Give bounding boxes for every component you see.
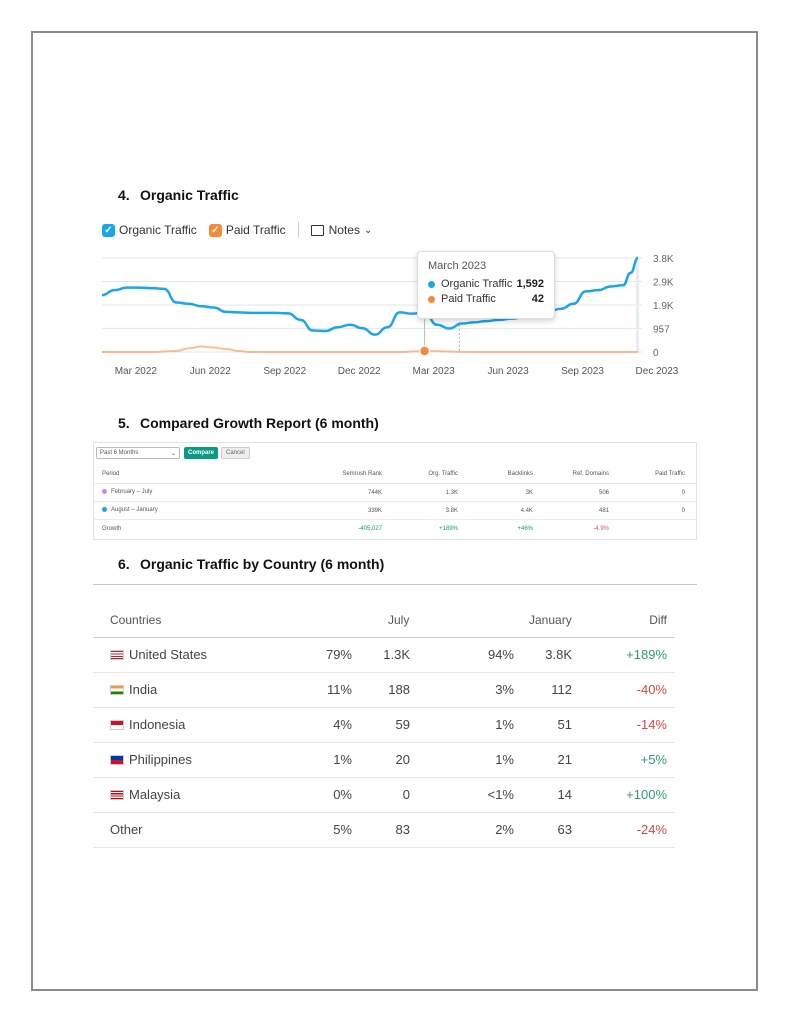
january-value: 112 <box>551 682 572 697</box>
paid-traffic-line <box>102 347 638 352</box>
malaysia-flag-icon <box>110 790 124 800</box>
header-july: July <box>388 613 410 627</box>
table-row <box>93 778 675 813</box>
traffic-cell: 3.8K <box>445 507 458 514</box>
backlinks-cell: 4.4K <box>520 507 533 514</box>
table-row <box>94 501 696 519</box>
period-select-value: Past 6 Months <box>100 450 139 456</box>
tooltip-paid-row <box>428 293 544 305</box>
january-pct: 1% <box>495 752 514 767</box>
growth-header-row <box>94 465 696 482</box>
divider <box>93 584 697 585</box>
growth-toolbar <box>94 443 696 463</box>
header-period: Period <box>102 470 120 477</box>
january-value: 63 <box>557 822 572 837</box>
period-dot-icon <box>102 489 107 494</box>
organic-traffic-toggle[interactable] <box>102 223 197 237</box>
y-tick-label: 0 <box>653 348 659 359</box>
y-tick-label: 957 <box>653 324 670 336</box>
growth-row <box>94 519 696 537</box>
country-name: United States <box>129 647 208 662</box>
july-pct: 79% <box>325 647 352 662</box>
traffic-cell: 1.3K <box>445 489 458 496</box>
x-tick-label: Sep 2022 <box>263 366 307 377</box>
diff-value: +189% <box>626 647 667 662</box>
traffic-chart[interactable] <box>100 248 700 380</box>
growth-refdomains: -4.9% <box>593 525 609 532</box>
section-title: Organic Traffic <box>140 187 239 203</box>
country-table-header <box>93 603 675 638</box>
x-tick-label: Mar 2022 <box>114 366 157 377</box>
country-cell <box>110 717 185 732</box>
country-name: Other <box>110 822 143 837</box>
january-value: 14 <box>557 787 572 802</box>
january-value: 51 <box>557 717 572 732</box>
january-pct: 94% <box>487 647 514 662</box>
paid-hover-point <box>420 346 430 356</box>
rank-cell: 339K <box>367 507 382 514</box>
period-select[interactable] <box>96 447 180 459</box>
header-rank: Semrush Rank <box>342 470 382 477</box>
tooltip-paid-value: 42 <box>531 293 544 305</box>
x-tick-label: Jun 2023 <box>487 366 529 377</box>
refdomains-cell: 481 <box>598 507 609 514</box>
january-value: 3.8K <box>545 647 572 662</box>
diff-value: -24% <box>636 822 667 837</box>
x-tick-label: Jun 2022 <box>189 366 231 377</box>
y-tick-label: 1.9K <box>653 301 674 312</box>
indonesia-flag-icon <box>110 720 124 730</box>
table-row <box>93 743 675 778</box>
paid-traffic-label: Paid Traffic <box>225 223 286 237</box>
organic-dot-icon <box>428 281 435 288</box>
header-refdomains: Ref. Domains <box>572 470 609 477</box>
growth-backlinks: +46% <box>517 525 533 532</box>
philippines-flag-icon <box>110 755 124 765</box>
header-countries: Countries <box>110 613 162 627</box>
july-value: 188 <box>388 682 410 697</box>
table-row <box>93 673 675 708</box>
tooltip-title: March 2023 <box>428 260 487 272</box>
diff-value: -40% <box>636 682 667 697</box>
country-name: India <box>129 682 158 697</box>
tooltip-organic-label: Organic Traffic <box>441 278 513 290</box>
section-title: Compared Growth Report (6 month) <box>140 415 379 431</box>
organic-traffic-label: Organic Traffic <box>119 223 197 237</box>
july-pct: 11% <box>326 682 352 697</box>
country-cell <box>110 822 143 837</box>
period-label: February – July <box>111 489 153 496</box>
january-pct: <1% <box>487 787 514 802</box>
growth-label: Growth <box>102 525 122 532</box>
july-pct: 0% <box>333 787 352 802</box>
x-tick-label: Sep 2023 <box>561 366 604 377</box>
period-cell <box>102 507 158 513</box>
table-row <box>94 483 696 501</box>
country-cell <box>110 752 192 767</box>
tooltip-organic-value: 1,592 <box>516 278 544 290</box>
january-pct: 3% <box>495 682 514 697</box>
july-pct: 1% <box>333 752 352 767</box>
july-value: 83 <box>395 822 410 837</box>
backlinks-cell: 3K <box>525 489 533 496</box>
section-4-heading <box>118 187 239 203</box>
header-diff: Diff <box>649 613 667 627</box>
section-title: Organic Traffic by Country (6 month) <box>140 556 385 572</box>
paid-cell: 0 <box>681 489 685 496</box>
rank-cell: 744K <box>367 489 382 496</box>
x-tick-label: Dec 2022 <box>337 366 381 377</box>
section-6-heading <box>118 556 384 572</box>
chevron-down-icon: ⌄ <box>363 224 373 236</box>
july-value: 1.3K <box>383 647 410 662</box>
paid-cell: 0 <box>681 507 685 514</box>
country-table <box>93 603 675 848</box>
x-tick-label: Mar 2023 <box>412 366 455 377</box>
section-5-heading <box>118 415 379 431</box>
tooltip-paid-label: Paid Traffic <box>441 293 496 305</box>
country-cell <box>110 787 180 802</box>
country-cell <box>110 647 207 662</box>
chart-tooltip <box>417 251 555 319</box>
us-flag-icon <box>110 650 124 660</box>
header-traffic: Org. Traffic <box>428 470 458 477</box>
paid-dot-icon <box>428 296 435 303</box>
divider <box>298 222 299 238</box>
growth-report <box>93 442 697 540</box>
growth-traffic: +189% <box>439 525 458 532</box>
period-cell <box>102 489 152 495</box>
x-tick-label: Dec 2023 <box>635 366 679 377</box>
table-row <box>93 813 675 848</box>
y-tick-label: 3.8K <box>653 254 674 265</box>
country-cell <box>110 682 157 697</box>
header-paid: Paid Traffic <box>655 470 685 477</box>
header-january: January <box>529 613 572 627</box>
period-label: August – January <box>111 507 158 514</box>
country-name: Malaysia <box>129 787 181 802</box>
notes-label: Notes <box>328 223 360 237</box>
india-flag-icon <box>110 685 124 695</box>
notes-icon <box>311 225 324 236</box>
january-pct: 1% <box>495 717 514 732</box>
chart-legend <box>102 220 372 240</box>
july-pct: 5% <box>333 822 352 837</box>
chevron-down-icon: ⌄ <box>170 450 176 457</box>
growth-rank: -405,027 <box>358 525 382 532</box>
diff-value: -14% <box>636 717 667 732</box>
table-row <box>93 708 675 743</box>
compare-button[interactable]: Compare <box>184 447 218 459</box>
chart-edge-bar <box>636 258 639 352</box>
notes-dropdown[interactable] <box>311 223 373 237</box>
section-number: 6. <box>118 556 130 572</box>
july-value: 59 <box>395 717 410 732</box>
organic-traffic-line <box>102 258 638 335</box>
july-value: 20 <box>395 752 410 767</box>
country-name: Indonesia <box>129 717 186 732</box>
diff-value: +100% <box>626 787 667 802</box>
paid-traffic-toggle[interactable] <box>209 223 286 237</box>
section-number: 5. <box>118 415 130 431</box>
cancel-button[interactable]: Cancel <box>221 447 250 459</box>
period-dot-icon <box>102 507 107 512</box>
january-pct: 2% <box>495 822 514 837</box>
y-tick-label: 2.9K <box>653 277 674 289</box>
july-value: 0 <box>402 787 410 802</box>
section-number: 4. <box>118 187 130 203</box>
checkbox-checked-icon[interactable]: ✓ <box>209 224 222 237</box>
january-value: 21 <box>557 752 572 767</box>
diff-value: +5% <box>640 752 667 767</box>
july-pct: 4% <box>333 717 352 732</box>
header-backlinks: Backlinks <box>507 470 533 477</box>
checkbox-checked-icon[interactable]: ✓ <box>102 224 115 237</box>
country-rows <box>93 638 675 848</box>
table-row <box>93 638 675 673</box>
country-name: Philippines <box>129 752 192 767</box>
refdomains-cell: 506 <box>598 489 609 496</box>
tooltip-organic-row <box>428 278 544 290</box>
